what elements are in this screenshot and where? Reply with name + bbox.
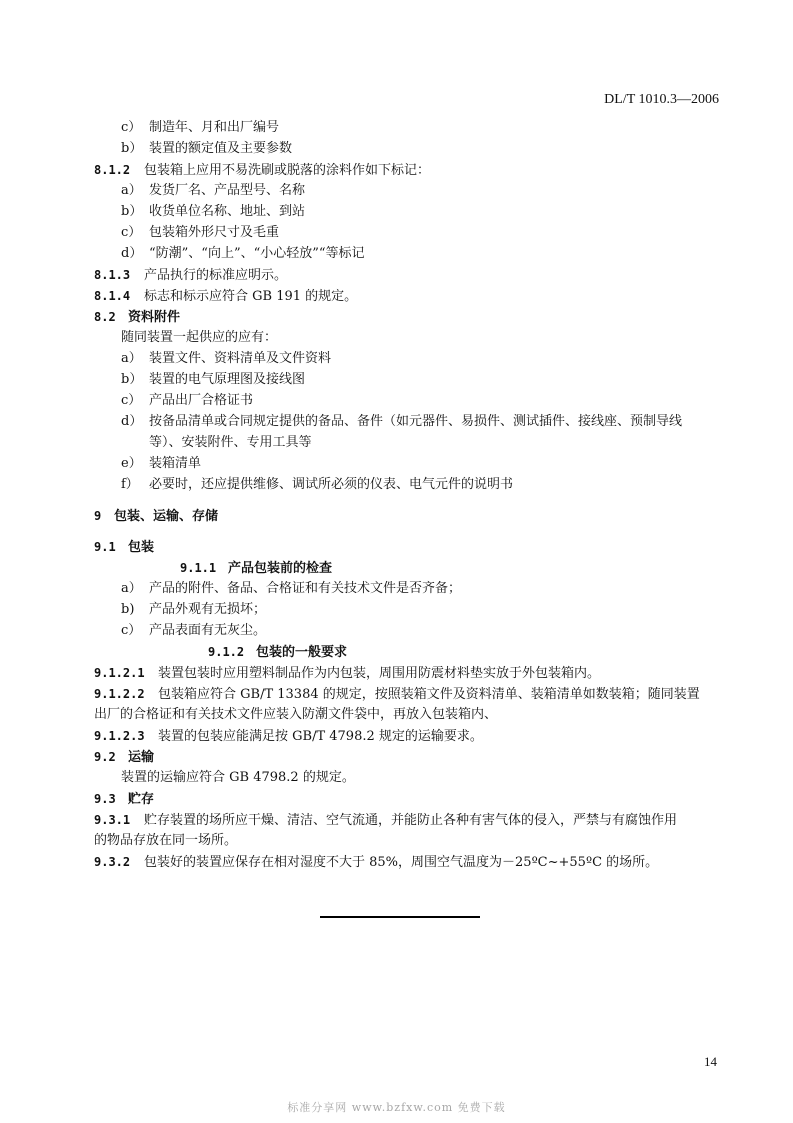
- clause-text: 标志和标示应符合 GB 191 的规定。: [144, 289, 358, 304]
- clause-number: 9.3.2: [94, 855, 131, 869]
- list-item: [121, 621, 266, 641]
- clause-9-1-2-1: [94, 663, 600, 684]
- clause-9-1-2-3: [94, 726, 483, 747]
- clause-8-1-4: [94, 286, 357, 307]
- list-marker: a）: [121, 351, 142, 366]
- list-item: [121, 475, 513, 495]
- clause-text: 装置包装时应用塑料制品作为内包装，周围用防震材料垫实放于外包装箱内。: [158, 666, 601, 681]
- list-item-text: 产品出厂合格证书: [149, 393, 254, 408]
- list-item-text: 装置文件、资料清单及文件资料: [149, 351, 332, 366]
- section-number: 8.2: [94, 310, 116, 324]
- section-number: 9.2: [94, 750, 116, 764]
- clause-9-3-1: [94, 810, 677, 831]
- subsection-title: 产品包装前的检查: [228, 561, 333, 576]
- clause-continuation: 的物品存放在同一场所。: [94, 833, 238, 848]
- section-9-2-heading: [94, 747, 154, 768]
- list-marker: e）: [121, 456, 142, 471]
- list-item: [121, 139, 292, 159]
- list-item-text: 按备品清单或合同规定提供的备品、备件（如元器件、易损件、测试插件、接线座、预制导线: [149, 414, 683, 429]
- list-item: [121, 118, 279, 138]
- clause-number: 9.3.1: [94, 813, 131, 827]
- list-item-text: 产品的附件、备品、合格证和有关技术文件是否齐备；: [149, 581, 462, 596]
- clause-text: 包装好的装置应保存在相对湿度不大于 85%，周围空气温度为－25ºC~+55ºC 的场所。: [144, 855, 659, 870]
- list-item: [121, 349, 331, 369]
- list-marker: b）: [121, 141, 143, 156]
- chapter-9-heading: [94, 506, 218, 527]
- list-marker: b): [121, 602, 135, 617]
- paragraph: 随同装置一起供应的应有：: [121, 330, 278, 345]
- list-item-text: 产品外观有无损坏；: [149, 602, 267, 617]
- clause-text: 包装箱应符合 GB/T 13384 的规定，按照装箱文件及资料清单、装箱清单如数装箱；随同装置: [158, 687, 700, 702]
- subsection-number: 9.1.1: [180, 561, 217, 575]
- section-title: 资料附件: [128, 310, 181, 325]
- list-item: [121, 181, 305, 201]
- clause-8-1-2: [94, 160, 430, 181]
- clause-number: 9.1.2.1: [94, 666, 145, 680]
- list-marker: c）: [121, 225, 142, 240]
- list-item-text: 装置的额定值及主要参数: [149, 141, 293, 156]
- list-item-text: 产品表面有无灰尘。: [149, 623, 267, 638]
- list-marker: f）: [121, 477, 139, 492]
- list-item: [121, 412, 682, 432]
- section-9-3-heading: [94, 789, 154, 810]
- clause-continuation: 出厂的合格证和有关技术文件应装入防潮文件袋中，再放入包装箱内、: [94, 707, 498, 722]
- chapter-number: 9: [94, 509, 102, 523]
- list-item: [121, 223, 279, 243]
- list-item-text: 制造年、月和出厂编号: [149, 120, 280, 135]
- section-title: 包装: [128, 540, 155, 555]
- clause-text: 装置的包装应能满足按 GB/T 4798.2 规定的运输要求。: [158, 729, 483, 744]
- subsection-number: 9.1.2: [208, 645, 245, 659]
- section-9-1-heading: [94, 537, 154, 558]
- document-code-header: DL/T 1010.3—2006: [604, 92, 719, 107]
- list-marker: c）: [121, 393, 142, 408]
- section-title: 贮存: [128, 792, 155, 807]
- section-title: 运输: [128, 750, 155, 765]
- list-item-text: 装箱清单: [149, 456, 202, 471]
- clause-number: 8.1.3: [94, 268, 131, 282]
- subsection-title: 包装的一般要求: [256, 645, 348, 660]
- clause-number: 8.1.4: [94, 289, 131, 303]
- section-8-2-heading: [94, 307, 180, 328]
- clause-number: 9.1.2.3: [94, 729, 145, 743]
- list-item: [121, 454, 201, 474]
- list-item-text: 包装箱外形尺寸及毛重: [149, 225, 280, 240]
- paragraph: 装置的运输应符合 GB 4798.2 的规定。: [121, 770, 355, 785]
- list-item: [121, 579, 461, 599]
- list-item: [121, 202, 305, 222]
- watermark-footer: 标准分享网 www.bzfxw.com 免费下载: [287, 1101, 506, 1114]
- list-marker: a）: [121, 183, 142, 198]
- list-marker: b）: [121, 204, 143, 219]
- clause-text: 包装箱上应用不易洗刷或脱落的涂料作如下标记：: [144, 163, 431, 178]
- list-item: [121, 600, 266, 620]
- clause-text: 产品执行的标准应明示。: [144, 268, 288, 283]
- page-number: 14: [704, 1054, 717, 1069]
- list-marker: c）: [121, 120, 142, 135]
- subsection-9-1-2-heading: [208, 642, 347, 663]
- clause-number: 9.1.2.2: [94, 687, 145, 701]
- end-of-document-rule: [320, 916, 480, 918]
- list-item-continuation: 等）、安装附件、专用工具等: [149, 435, 312, 450]
- list-marker: d）: [121, 246, 143, 261]
- chapter-title: 包装、运输、存储: [114, 509, 219, 524]
- section-number: 9.3: [94, 792, 116, 806]
- clause-9-3-2: [94, 852, 658, 873]
- list-marker: c）: [121, 623, 142, 638]
- list-item: [121, 391, 253, 411]
- list-item-text: 收货单位名称、地址、到站: [149, 204, 306, 219]
- list-item-text: 装置的电气原理图及接线图: [149, 372, 306, 387]
- list-marker: a）: [121, 581, 142, 596]
- section-number: 9.1: [94, 540, 116, 554]
- clause-9-1-2-2: [94, 684, 700, 705]
- list-marker: b）: [121, 372, 143, 387]
- clause-8-1-3: [94, 265, 287, 286]
- subsection-9-1-1-heading: [180, 558, 332, 579]
- clause-text: 贮存装置的场所应干燥、清洁、空气流通，并能防止各种有害气体的侵入，严禁与有腐蚀作用: [144, 813, 678, 828]
- list-item: [121, 370, 305, 390]
- list-marker: d）: [121, 414, 143, 429]
- list-item-text: “防潮”、“向上”、“小心轻放”“等标记: [149, 246, 365, 261]
- list-item: [121, 244, 365, 264]
- list-item-text: 必要时，还应提供维修、调试所必须的仪表、电气元件的说明书: [149, 477, 514, 492]
- list-item-text: 发货厂名、产品型号、名称: [149, 183, 306, 198]
- clause-number: 8.1.2: [94, 163, 131, 177]
